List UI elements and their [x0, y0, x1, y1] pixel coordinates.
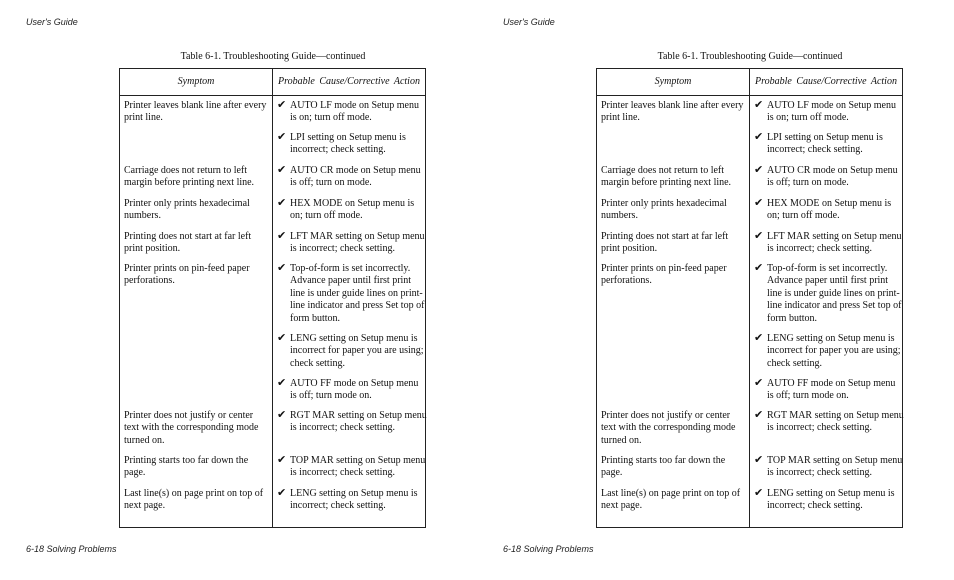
- cause-text: LENG setting on Setup menu is incorrect; check setting.: [290, 488, 418, 512]
- symptom-cell: Carriage does not return to left margin before printing next line.: [124, 165, 255, 189]
- check-mark-icon: ✔: [754, 196, 764, 209]
- check-mark-icon: ✔: [277, 453, 287, 466]
- symptom-cell: Printer does not justify or center text with the corresponding mode turned on.: [601, 410, 736, 446]
- cause-text: AUTO FF mode on Setup menu is off; turn mode on.: [290, 378, 419, 402]
- check-mark-icon: ✔: [754, 229, 764, 242]
- cause-text: RGT MAR setting on Setup menu is incorrect; check setting.: [767, 410, 904, 434]
- header-divider: [120, 95, 425, 96]
- symptom-cell: Last line(s) on page print on top of next page.: [601, 488, 741, 512]
- cause-text: RGT MAR setting on Setup menu is incorrect; check setting.: [290, 410, 427, 434]
- check-mark-icon: ✔: [277, 261, 287, 274]
- cause-text: LPI setting on Setup menu is incorrect; check setting.: [290, 132, 406, 156]
- column-header-cause: Probable Cause/Corrective Action: [278, 76, 420, 87]
- cause-item: [754, 198, 904, 223]
- cause-item: [754, 231, 904, 256]
- cause-item: [277, 488, 427, 513]
- table-caption: Table 6-1. Troubleshooting Guide—continued: [180, 51, 366, 62]
- cause-text: AUTO LF mode on Setup menu is on; turn off mode.: [767, 100, 896, 124]
- column-divider: [749, 69, 750, 527]
- cause-item: [277, 333, 427, 370]
- symptom-cell: Last line(s) on page print on top of next page.: [124, 488, 264, 512]
- cause-item: [754, 100, 904, 125]
- symptom-cell: Printer prints on pin-feed paper perforations.: [124, 263, 250, 287]
- check-mark-icon: ✔: [754, 261, 764, 274]
- symptom-cell: Printer does not justify or center text with the corresponding mode turned on.: [124, 410, 259, 446]
- symptom-cell: Printing does not start at far left print position.: [124, 231, 252, 255]
- check-mark-icon: ✔: [277, 376, 287, 389]
- check-mark-icon: ✔: [754, 453, 764, 466]
- check-mark-icon: ✔: [277, 408, 287, 421]
- check-mark-icon: ✔: [754, 408, 764, 421]
- cause-item: [754, 132, 904, 157]
- check-mark-icon: ✔: [277, 163, 287, 176]
- column-header-cause: Probable Cause/Corrective Action: [755, 76, 897, 87]
- troubleshooting-table: [119, 68, 426, 528]
- check-mark-icon: ✔: [277, 486, 287, 499]
- cause-text: LFT MAR setting on Setup menu is incorrect; check setting.: [767, 231, 902, 255]
- running-footer: 6-18 Solving Problems: [503, 544, 594, 554]
- cause-item: [277, 378, 427, 403]
- column-header-symptom: Symptom: [654, 76, 692, 87]
- cause-item: [277, 132, 427, 157]
- cause-text: HEX MODE on Setup menu is on; turn off mode.: [290, 198, 415, 222]
- cause-text: AUTO FF mode on Setup menu is off; turn mode on.: [767, 378, 896, 402]
- check-mark-icon: ✔: [277, 196, 287, 209]
- cause-item: [277, 263, 427, 325]
- cause-item: [754, 488, 904, 513]
- right-page: [477, 0, 954, 580]
- cause-item: [754, 378, 904, 403]
- check-mark-icon: ✔: [754, 98, 764, 111]
- check-mark-icon: ✔: [277, 130, 287, 143]
- symptom-cell: Printer only prints hexadecimal numbers.: [124, 198, 250, 222]
- cause-item: [277, 198, 427, 223]
- cause-item: [754, 263, 904, 325]
- cause-item: [277, 165, 427, 190]
- symptom-cell: Carriage does not return to left margin before printing next line.: [601, 165, 732, 189]
- column-header-symptom: Symptom: [177, 76, 215, 87]
- check-mark-icon: ✔: [754, 331, 764, 344]
- check-mark-icon: ✔: [754, 163, 764, 176]
- cause-text: TOP MAR setting on Setup menu is incorrect; check setting.: [290, 455, 426, 479]
- cause-text: AUTO CR mode on Setup menu is off; turn on mode.: [290, 165, 421, 189]
- cause-item: [277, 100, 427, 125]
- symptom-cell: Printer prints on pin-feed paper perforations.: [601, 263, 727, 287]
- header-divider: [597, 95, 902, 96]
- cause-item: [754, 455, 904, 480]
- cause-text: LFT MAR setting on Setup menu is incorrect; check setting.: [290, 231, 425, 255]
- symptom-cell: Printer only prints hexadecimal numbers.: [601, 198, 727, 222]
- symptom-cell: Printer leaves blank line after every print line.: [124, 100, 267, 124]
- column-divider: [272, 69, 273, 527]
- cause-text: LENG setting on Setup menu is incorrect for paper you are using; check setting.: [767, 333, 901, 369]
- running-footer: 6-18 Solving Problems: [26, 544, 117, 554]
- cause-item: [277, 455, 427, 480]
- cause-text: AUTO CR mode on Setup menu is off; turn on mode.: [767, 165, 898, 189]
- table-caption: Table 6-1. Troubleshooting Guide—continued: [657, 51, 843, 62]
- check-mark-icon: ✔: [754, 130, 764, 143]
- check-mark-icon: ✔: [754, 486, 764, 499]
- cause-item: [754, 410, 904, 435]
- symptom-cell: Printing does not start at far left print position.: [601, 231, 729, 255]
- symptom-cell: Printing starts too far down the page.: [601, 455, 726, 479]
- symptom-cell: Printing starts too far down the page.: [124, 455, 249, 479]
- check-mark-icon: ✔: [277, 98, 287, 111]
- cause-text: Top-of-form is set incorrectly. Advance paper until first print line is under guide lines on print-line indicator and press Set top of form button.: [290, 263, 425, 324]
- running-header: User's Guide: [503, 17, 555, 27]
- troubleshooting-table: [596, 68, 903, 528]
- cause-text: AUTO LF mode on Setup menu is on; turn off mode.: [290, 100, 419, 124]
- cause-item: [754, 165, 904, 190]
- cause-item: [277, 410, 427, 435]
- cause-item: [754, 333, 904, 370]
- cause-text: Top-of-form is set incorrectly. Advance paper until first print line is under guide lines on print-line indicator and press Set top of form button.: [767, 263, 902, 324]
- cause-text: LPI setting on Setup menu is incorrect; check setting.: [767, 132, 883, 156]
- check-mark-icon: ✔: [277, 331, 287, 344]
- cause-text: LENG setting on Setup menu is incorrect; check setting.: [767, 488, 895, 512]
- cause-text: TOP MAR setting on Setup menu is incorrect; check setting.: [767, 455, 903, 479]
- cause-text: LENG setting on Setup menu is incorrect for paper you are using; check setting.: [290, 333, 424, 369]
- cause-item: [277, 231, 427, 256]
- cause-text: HEX MODE on Setup menu is on; turn off mode.: [767, 198, 892, 222]
- running-header: User's Guide: [26, 17, 78, 27]
- symptom-cell: Printer leaves blank line after every print line.: [601, 100, 744, 124]
- check-mark-icon: ✔: [754, 376, 764, 389]
- check-mark-icon: ✔: [277, 229, 287, 242]
